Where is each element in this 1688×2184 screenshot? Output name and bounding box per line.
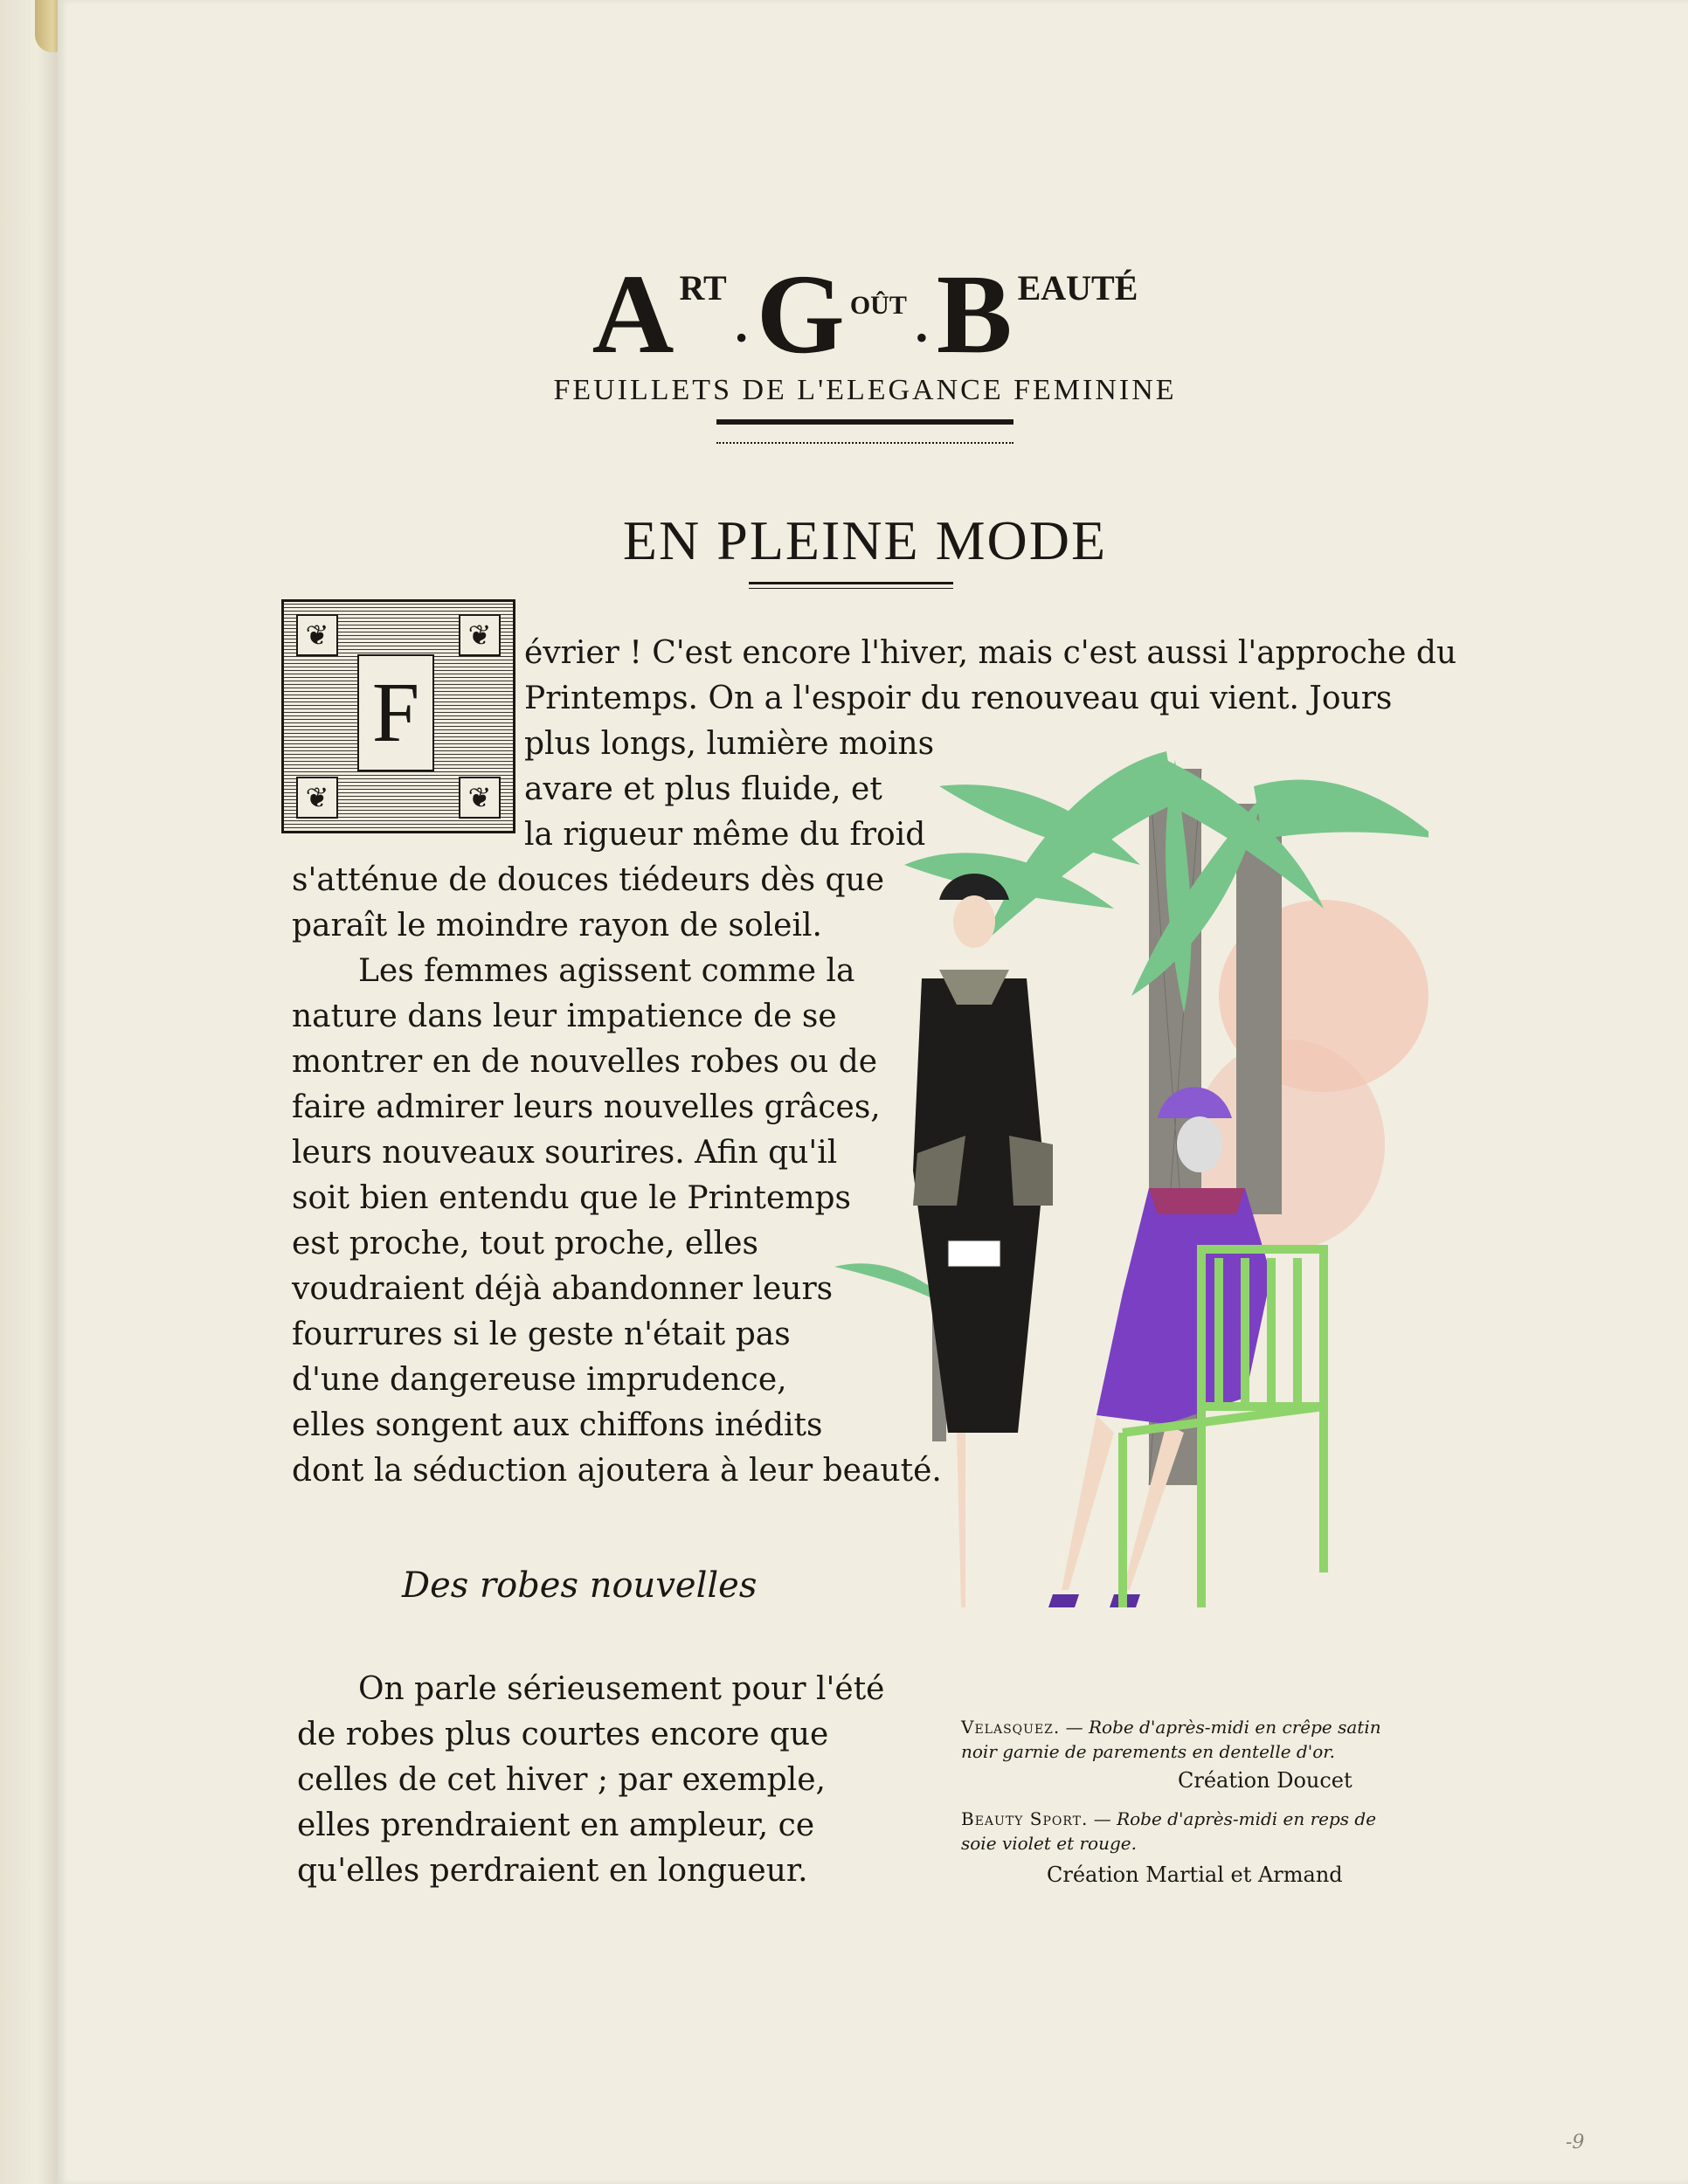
caption-title: Beauty Sport. [961,1808,1089,1829]
left-page-edge [0,0,61,2184]
dropcap-corner-ornament: ❦ [459,777,501,819]
logo-letter-b: B [936,252,1009,377]
article-title: EN PLEINE MODE [622,509,1108,571]
body-line: fourrures si le geste n'était pas [292,1317,791,1352]
caption-beauty-sport-line2: soie violet et rouge. [961,1833,1137,1854]
logo-letter-a: A [591,252,671,377]
dropcap-letter: F [357,654,434,771]
caption-velasquez-line2: noir garnie de parements en dentelle d'or. [961,1741,1335,1762]
dropcap-corner-ornament: ❦ [459,614,501,656]
body-line: elles prendraient en ampleur, ce [297,1807,815,1843]
standing-woman-figure [913,874,1053,1607]
body-line: elles songent aux chiffons inédits [292,1407,823,1443]
caption-title: Velasquez. [961,1717,1061,1738]
caption-velasquez [961,1715,1381,1739]
body-line: faire admirer leurs nouvelles grâces, [292,1089,881,1125]
masthead-logo [489,252,1241,377]
body-line: est proche, tout proche, elles [292,1226,758,1261]
caption-beauty-sport [961,1807,1376,1831]
subheading: Des robes nouvelles [402,1565,758,1606]
body-line: soit bien entendu que le Printemps [292,1180,851,1216]
body-line: d'une dangereuse imprudence, [292,1362,787,1398]
dropcap-corner-ornament: ❦ [296,777,338,819]
body-line: avare et plus fluide, et [524,771,882,807]
logo-word-gout: OÛT [849,291,907,320]
body-line: dont la séduction ajoutera à leur beauté. [292,1453,942,1489]
body-line: paraît le moindre rayon de soleil. [292,908,822,943]
body-line: Printemps. On a l'espoir du renouveau qui vient. Jours [524,681,1393,716]
logo-word-beaute: EAUTÉ [1017,268,1138,308]
caption-text: — Robe d'après-midi en reps de [1088,1808,1377,1829]
caption-credit-martial-armand: Création Martial et Armand [1047,1863,1343,1887]
body-line: voudraient déjà abandonner leurs [292,1271,834,1307]
caption-credit-doucet: Création Doucet [1178,1768,1352,1793]
body-line: montrer en de nouvelles robes ou de [292,1044,878,1080]
fashion-illustration [834,734,1429,1704]
dropcap-corner-ornament: ❦ [296,614,338,656]
masthead [489,252,1241,444]
masthead-ornament [716,419,1013,444]
body-line: évrier ! C'est encore l'hiver, mais c'est aussi l'approche du [524,635,1457,671]
body-line: plus longs, lumière moins [524,726,935,762]
body-line: On parle sérieusement pour l'été [358,1671,885,1707]
body-line: la rigueur même du froid [524,817,926,853]
dropcap-frame [281,599,515,833]
title-rule [749,582,953,589]
body-line: qu'elles perdraient en longueur. [297,1853,808,1889]
body-line: s'atténue de douces tiédeurs dès que [292,862,885,898]
logo-word-art: RT [679,268,727,308]
logo-letter-g: G [756,252,841,377]
page-number: -9 [1566,2132,1585,2153]
body-line: de robes plus courtes encore que [297,1717,829,1752]
body-line: Les femmes agissent comme la [358,953,855,989]
caption-text: — Robe d'après-midi en crêpe satin [1060,1717,1381,1738]
logo-dot: • [915,318,928,357]
masthead-subtitle: FEUILLETS DE L'ELEGANCE FEMININE [553,374,1177,406]
body-line: celles de cet hiver ; par exemple, [297,1762,826,1798]
body-line: leurs nouveaux sourires. Afin qu'il [292,1135,838,1171]
body-line: nature dans leur impatience de se [292,999,837,1034]
logo-dot: • [735,318,748,357]
